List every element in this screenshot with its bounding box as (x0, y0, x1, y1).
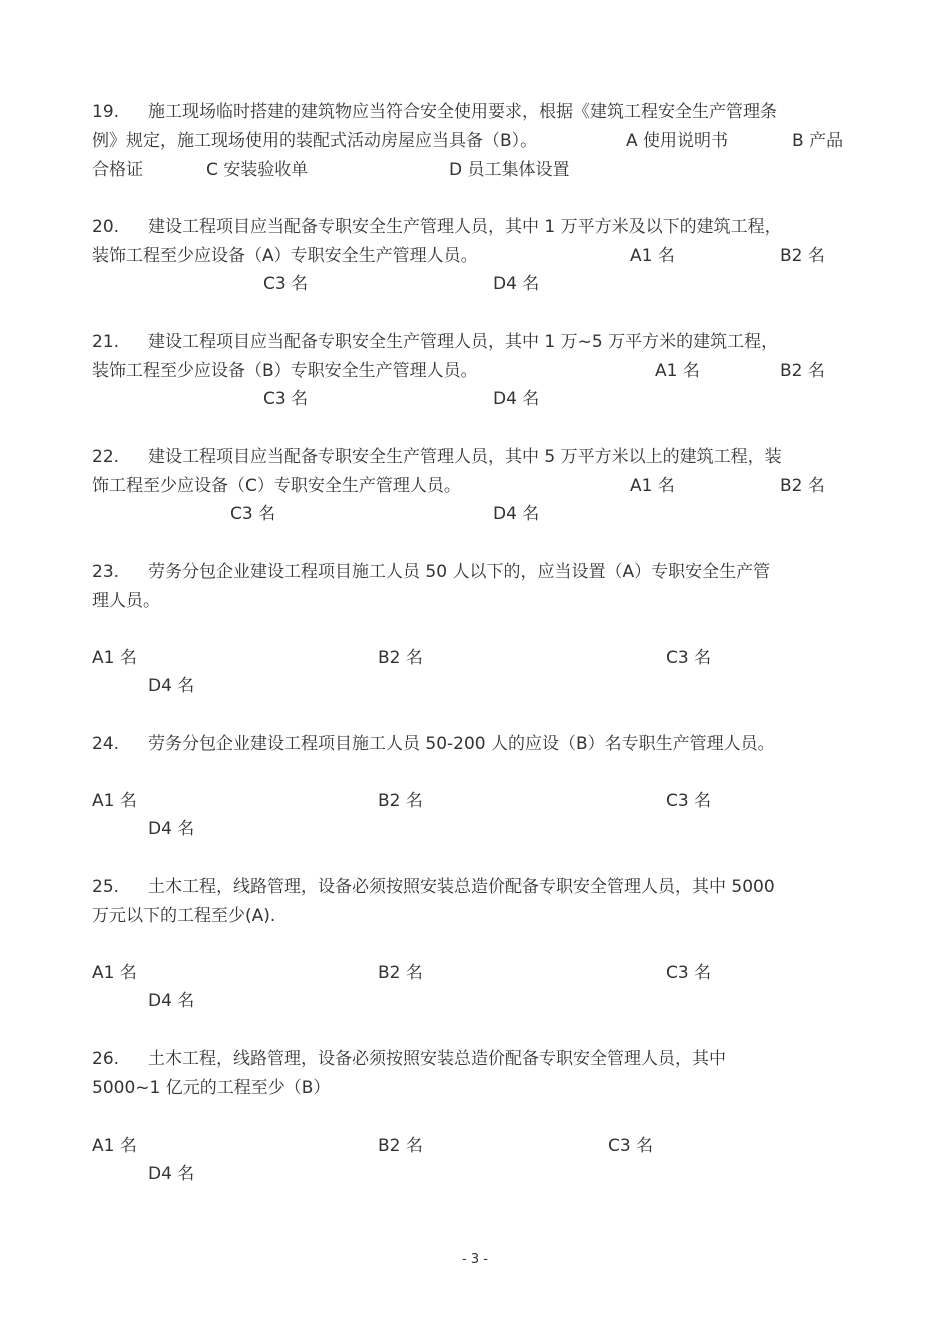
option-d: D4 名 (148, 1164, 195, 1184)
option-a: A1 名 (92, 963, 137, 983)
question-text-line: 理人员。 (92, 591, 160, 611)
option-c: C3 名 (666, 963, 712, 983)
option-d: D4 名 (493, 389, 540, 409)
question-text-line: 装饰工程至少应设备（B）专职安全生产管理人员。 (92, 361, 478, 381)
option-b: B2 名 (780, 361, 825, 381)
option-d: D4 名 (148, 676, 195, 696)
question-text-line: 装饰工程至少应设备（A）专职安全生产管理人员。 (92, 246, 478, 266)
question-text-line: 饰工程至少应设备（C）专职安全生产管理人员。 (92, 476, 461, 496)
option-d: D4 名 (493, 274, 540, 294)
option-a: A1 名 (655, 361, 700, 381)
option-c: C3 名 (666, 791, 712, 811)
option-a: A1 名 (92, 791, 137, 811)
question-text-line: 劳务分包企业建设工程项目施工人员 50-200 人的应设（B）名专职生产管理人员。 (148, 734, 775, 754)
option-a: A 使用说明书 (626, 131, 729, 151)
option-b: B2 名 (780, 246, 825, 266)
option-b: B2 名 (378, 791, 423, 811)
option-c: C3 名 (666, 648, 712, 668)
question-number: 24. (92, 734, 120, 754)
question-number: 20. (92, 217, 120, 237)
question-number: 21. (92, 332, 120, 352)
question-text-line: 万元以下的工程至少(A). (92, 906, 276, 926)
option-d: D 员工集体设置 (449, 160, 570, 180)
option-a: A1 名 (630, 246, 675, 266)
option-d: D4 名 (148, 819, 195, 839)
page-number: - 3 - (462, 1252, 488, 1267)
option-c: C3 名 (230, 504, 276, 524)
question-text-line: 建设工程项目应当配备专职安全生产管理人员，其中 5 万平方米以上的建筑工程，装 (148, 447, 782, 467)
question-text-line: 劳务分包企业建设工程项目施工人员 50 人以下的，应当设置（A）专职安全生产管 (148, 562, 771, 582)
option-b: B2 名 (378, 963, 423, 983)
question-number: 22. (92, 447, 120, 467)
option-c: C3 名 (263, 274, 309, 294)
question-text-line: 例》规定，施工现场使用的装配式活动房屋应当具备（B）。 (92, 131, 538, 151)
option-b: B2 名 (378, 648, 423, 668)
option-b: B 产品 (792, 131, 844, 151)
question-text-line: 施工现场临时搭建的建筑物应当符合安全使用要求，根据《建筑工程安全生产管理条 (148, 102, 777, 122)
option-d: D4 名 (493, 504, 540, 524)
option-c: C3 名 (263, 389, 309, 409)
option-a: A1 名 (92, 1136, 137, 1156)
option-b: B2 名 (378, 1136, 423, 1156)
question-text-line: 建设工程项目应当配备专职安全生产管理人员，其中 1 万平方米及以下的建筑工程， (148, 217, 782, 237)
option-d: D4 名 (148, 991, 195, 1011)
question-text-line: 建设工程项目应当配备专职安全生产管理人员，其中 1 万~5 万平方米的建筑工程， (148, 332, 779, 352)
option-b: B2 名 (780, 476, 825, 496)
question-number: 19. (92, 102, 120, 122)
option-a: A1 名 (630, 476, 675, 496)
option-c: C 安装验收单 (206, 160, 309, 180)
question-text-line: 土木工程，线路管理，设备必须按照安装总造价配备专职安全管理人员，其中 5000 (148, 877, 775, 897)
question-number: 23. (92, 562, 120, 582)
option-a: A1 名 (92, 648, 137, 668)
question-text-line: 土木工程，线路管理，设备必须按照安装总造价配备专职安全管理人员，其中 (148, 1049, 726, 1069)
question-text-line: 5000~1 亿元的工程至少（B） (92, 1078, 331, 1098)
question-number: 26. (92, 1049, 120, 1069)
question-text-line: 合格证 (92, 160, 143, 180)
option-c: C3 名 (608, 1136, 654, 1156)
question-number: 25. (92, 877, 120, 897)
